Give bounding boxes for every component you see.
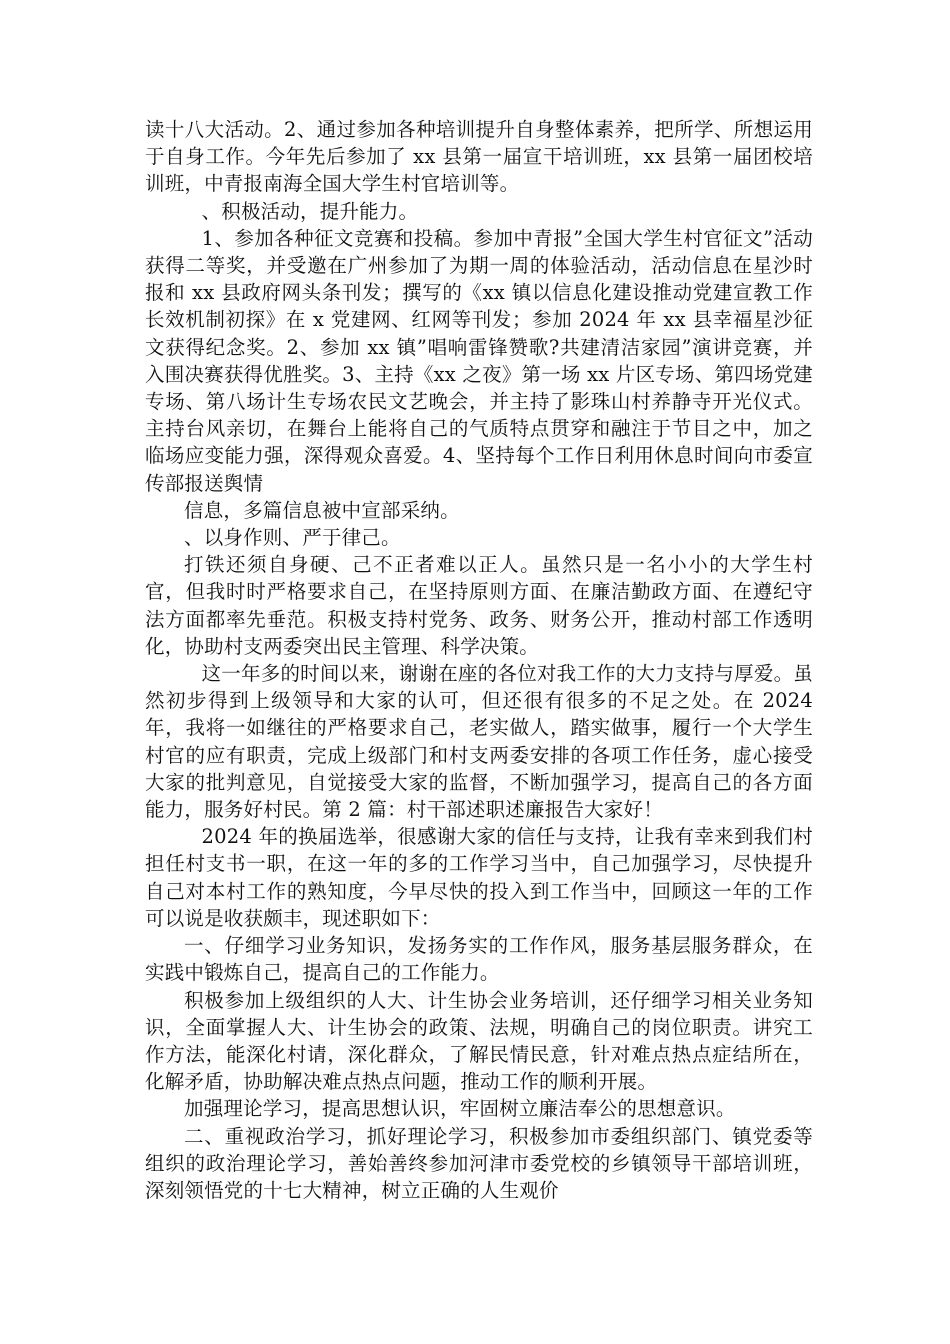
paragraph-6: 打铁还须自身硬、己不正者难以正人。虽然只是一名小小的大学生村官，但我时时严格要求自己，在坚持原则方面、在廉洁勤政方面、在遵纪守法方面都率先垂范。积极支持村党务、政务、财务公开，推动村部工作透明化，协助村支两委突出民主管理、科学决策。 [145, 553, 813, 658]
paragraph-2: 、积极活动，提升能力。 [201, 199, 419, 223]
paragraph-3: 1、参加各种征文竞赛和投稿。参加中青报”全国大学生村官征文”活动获得二等奖，并受邀在广州参加了为期一周的体验活动，活动信息在星沙时报和 xx 县政府网头条刊发；撰写的《xx 镇以信息化建设推动党建宣教工作长效机制初探》在 x 党建网、红网等刊发；参加 2024 年 xx 县幸福星沙征文获得纪念奖。2、参加 xx 镇”唱响雷锋赞歌?共建清洁家园”演讲竞赛，并入围决赛获得优胜奖。3、主持《xx 之夜》第一场 xx 片区专场、第四场党建专场、第八场计生专场农民文艺晚会，并主持了影珠山村养静寺开光仪式。主持台风亲切，在舞台上能将自己的气质特点贯穿和融注于节目之中，加之临场应变能力强，深得观众喜爱。4、坚持每个工作日利用休息时间向市委宣传部报送舆情 [145, 226, 813, 495]
paragraph-10: 积极参加上级组织的人大、计生协会业务培训，还仔细学习相关业务知识，全面掌握人大、计生协会的政策、法规，明确自己的岗位职责。讲究工作方法，能深化村请，深化群众，了解民情民意，针对难点热点症结所在，化解矛盾，协助解决难点热点问题，推动工作的顺利开展。 [145, 988, 813, 1094]
paragraph-9: 一、仔细学习业务知识，发扬务实的工作作风，服务基层服务群众，在实践中锻炼自己，提高自己的工作能力。 [145, 934, 813, 985]
paragraph-11: 加强理论学习，提高思想认识，牢固树立廉洁奉公的思想意识。 [184, 1097, 736, 1121]
paragraph-8: 2024 年的换届选举，很感谢大家的信任与支持，让我有幸来到我们村担任村支书一职，在这一年的多的工作学习当中，自己加强学习，尽快提升自己对本村工作的熟知度，今早尽快的投入到工作当中，回顾这一年的工作可以说是收获颇丰，现述职如下： [145, 825, 813, 930]
paragraph-5: 、以身作则、严于律己。 [184, 526, 401, 550]
paragraph-12: 二、重视政治学习，抓好理论学习，积极参加市委组织部门、镇党委等组织的政治理论学习，善始善终参加河津市委党校的乡镇领导干部培训班，深刻领悟党的十七大精神，树立正确的人生观价 [145, 1124, 813, 1202]
document-body [145, 116, 813, 1204]
paragraph-4: 信息，多篇信息被中宣部采纳。 [184, 498, 460, 522]
paragraph-7: 这一年多的时间以来，谢谢在座的各位对我工作的大力支持与厚爱。虽然初步得到上级领导和大家的认可，但还很有很多的不足之处。在 2024 年，我将一如继往的严格要求自己，老实做人，踏实做事，履行一个大学生村官的应有职责，完成上级部门和村支两委安排的各项工作任务，虚心接受大家的批判意见，自觉接受大家的监督，不断加强学习，提高自己的各方面能力，服务好村民。第 2 篇：村干部述职述廉报告大家好！ [145, 662, 813, 822]
paragraph-1: 读十八大活动。2、通过参加各种培训提升自身整体素养，把所学、所想运用于自身工作。今年先后参加了 xx 县第一届宣干培训班，xx 县第一届团校培训班，中青报南海全国大学生村官培训等。 [145, 118, 813, 196]
